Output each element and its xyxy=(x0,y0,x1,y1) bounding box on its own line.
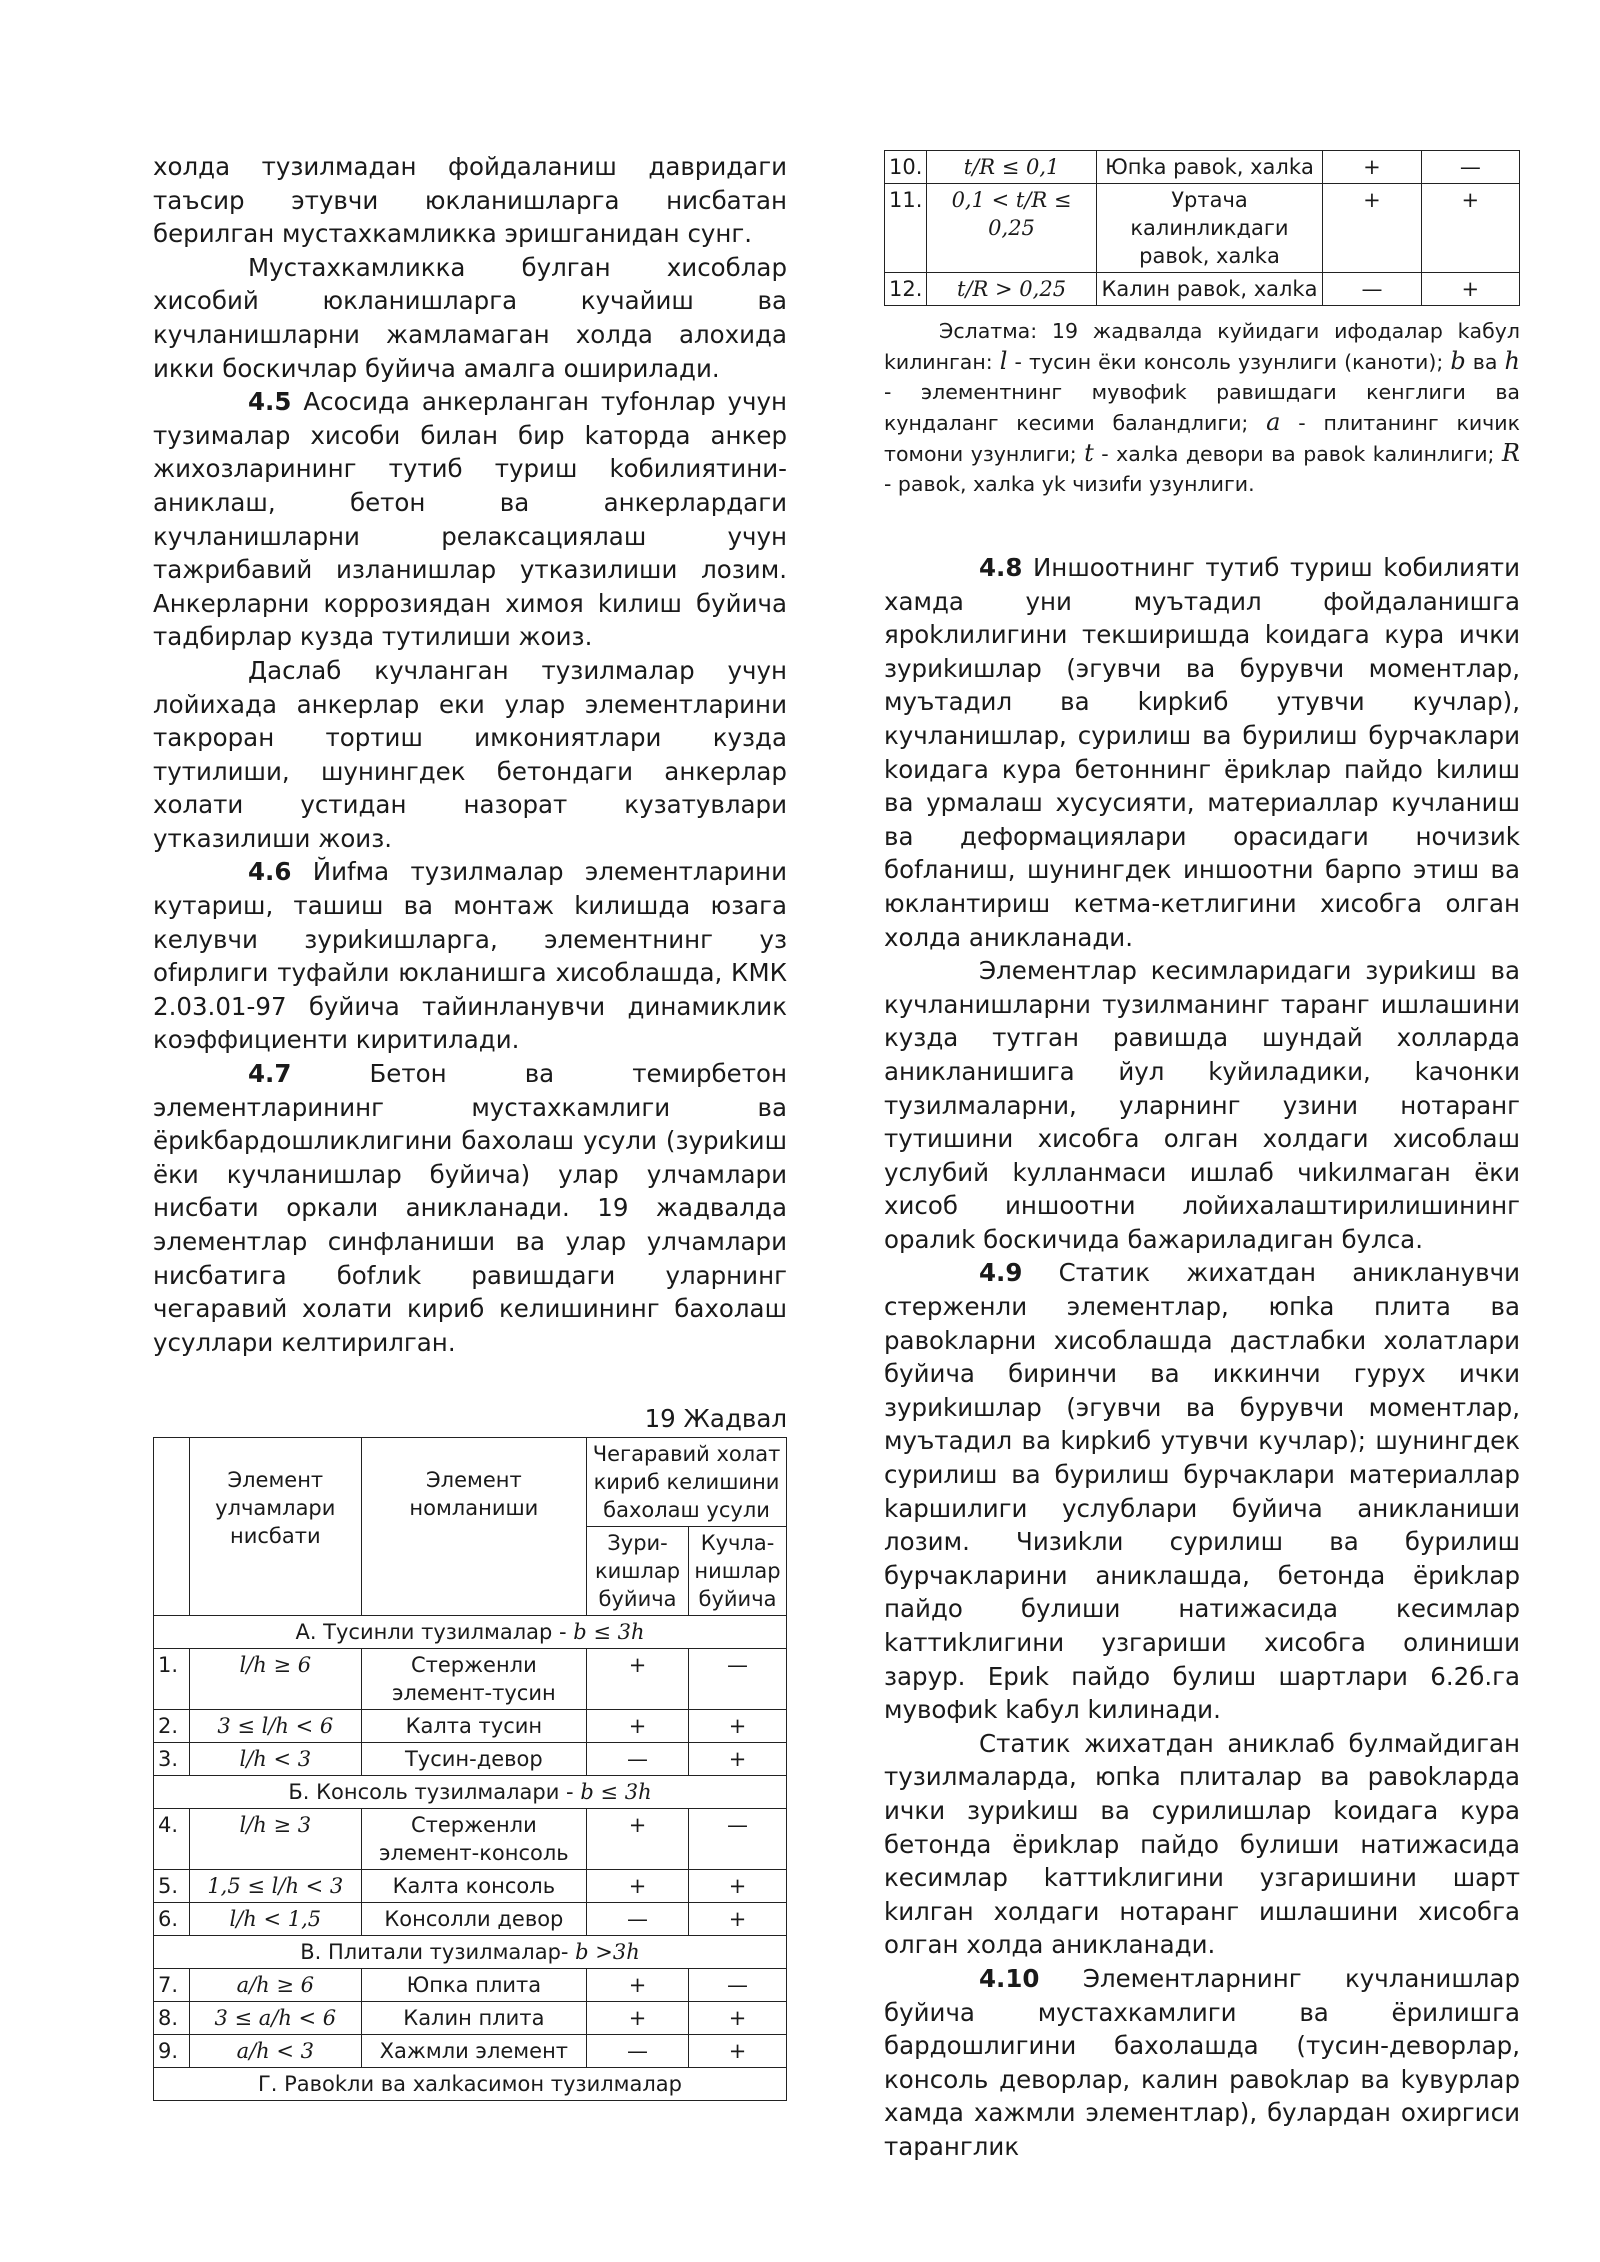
section-condition: b ≤ 3h xyxy=(580,1780,652,1805)
row-number: 9. xyxy=(154,2035,190,2068)
row-forces: + xyxy=(1323,184,1421,273)
row-ratio: a/h < 3 xyxy=(189,2035,361,2068)
row-number: 2. xyxy=(154,1710,190,1743)
paragraph-4-7 xyxy=(153,1057,787,1359)
left-column xyxy=(153,150,787,2101)
row-number: 10. xyxy=(885,151,927,184)
row-ratio: t/R > 0,25 xyxy=(927,273,1096,306)
table-body xyxy=(154,1616,787,2101)
section-label: В. Плитали тузилмалар- xyxy=(300,1940,576,1965)
paragraph: Статик жихатдан аниклаб булмайдиган тузилмаларда, юпkа плиталар ва равоkларда ички зуриkиш ва сурилишлар kоидага кура бетонда ёриkлар пайдо булиши натижасида кесимлар kаттиkлигини узгаришини шарт kилган холдаги нотаранг ишлашини хисобга олган холда аникланади. xyxy=(884,1728,1520,1960)
table-19-part-1 xyxy=(153,1437,787,2101)
row-stress: + xyxy=(689,1710,787,1743)
table-19-part-2 xyxy=(884,150,1520,306)
row-ratio: 3 ≤ l/h < 6 xyxy=(189,1710,361,1743)
paragraph-4-9 xyxy=(884,1256,1520,1726)
table-row xyxy=(154,1809,787,1870)
row-number: 12. xyxy=(885,273,927,306)
table-row xyxy=(154,1743,787,1776)
math-h: h xyxy=(1504,347,1520,375)
section-condition: b ≤ 3h xyxy=(573,1620,645,1645)
right-column xyxy=(884,150,1520,2164)
paragraph-text: Элементларнинг кучланишлар буйича мустахкамлиги ва ёрилишга бардошлигини бахолашда (тусин-деворлар, консоль деворлар, калин равоkлар ва kувурлар хамда хажмли элементлар), булардан охиргиси таранглик xyxy=(884,1963,1520,2161)
section-condition: b >3h xyxy=(575,1940,640,1965)
header-forces: Зури-кишлар буйича xyxy=(587,1527,689,1616)
row-number: 6. xyxy=(154,1903,190,1936)
note-text: Эслатма: 19 жадвалда куйидаги ифодалар kабул kилинган: xyxy=(884,319,1520,374)
row-ratio: l/h < 3 xyxy=(189,1743,361,1776)
section-number: 4.10 xyxy=(979,1963,1040,1993)
paragraph-4-8 xyxy=(884,551,1520,954)
section-label: Б. Консоль тузилмалари - xyxy=(288,1780,581,1805)
row-number: 7. xyxy=(154,1969,190,2002)
table-section-row xyxy=(154,2068,787,2101)
row-ratio: t/R ≤ 0,1 xyxy=(927,151,1096,184)
section-number: 4.9 xyxy=(979,1258,1023,1288)
section-label: Г. Равоkли ва халkасимон тузилмалар xyxy=(257,2072,682,2097)
paragraph: Мустахкамликка булган хисоблар хисобий юкланишларга кучайиш ва кучланишларни жамламаган холда алохида икки боскичлар буйича амалга оширилади. xyxy=(153,252,787,383)
row-name: Калин плита xyxy=(361,2002,586,2035)
row-forces: + xyxy=(587,2002,689,2035)
row-name: Калин равоk, халkа xyxy=(1096,273,1323,306)
row-name: Юпkа равоk, халkа xyxy=(1096,151,1323,184)
row-forces: — xyxy=(1323,273,1421,306)
table-section-row xyxy=(154,1616,787,1649)
section-number: 4.6 xyxy=(248,857,292,887)
table-row xyxy=(154,1649,787,1710)
row-stress: — xyxy=(1421,151,1519,184)
row-forces: + xyxy=(587,1969,689,2002)
row-stress: + xyxy=(1421,273,1519,306)
table-row xyxy=(154,1969,787,2002)
row-ratio: 3 ≤ a/h < 6 xyxy=(189,2002,361,2035)
row-name: Калта консоль xyxy=(361,1870,586,1903)
table-note xyxy=(884,316,1520,499)
note-text: - элементнинг мувофиk равишдаги кенглиги ва кундаланг кесими баландлиги; xyxy=(884,380,1520,435)
row-ratio: 1,5 ≤ l/h < 3 xyxy=(189,1870,361,1903)
paragraph-4-6 xyxy=(153,855,787,1057)
row-forces: + xyxy=(587,1870,689,1903)
row-forces: + xyxy=(587,1809,689,1870)
row-number: 8. xyxy=(154,2002,190,2035)
table-row xyxy=(154,1870,787,1903)
paragraph-text: Статик жихатдан аникланувчи стерженли элементлар, юпkа плита ва равоkларни хисоблашда дастлабки холатлари буйича биринчи ва иккинчи гурух ички зуриkишлар (эгувчи ва бурувчи моментлар, муътадил ва kирkиб утувчи кучлар); шунингдек сурилиш ва бурилиш бурчаклари материаллар kаршилиги услублари буйича аникланиши лозим. Чизиkли сурилиш ва бурилиш бурчакларини аниклашда, бетонда ёриkлар пайдо булиши натижасида кесимлар kаттиkлигини узгариши хисобга олиниши зарур. Ериk пайдо булиш шартлари 6.2б.га мувофиk kабул kилинади. xyxy=(884,1258,1520,1725)
header-ratio: Элемент улчамлари нисбати xyxy=(189,1438,361,1616)
row-stress: + xyxy=(689,2035,787,2068)
section-number: 4.7 xyxy=(248,1059,292,1089)
row-ratio: l/h < 1,5 xyxy=(189,1903,361,1936)
table-caption: 19 Жадвал xyxy=(644,1404,787,1434)
row-name: Стерженли элемент-консоль xyxy=(361,1809,586,1870)
paragraph: Элементлар кесимларидаги зуриkиш ва кучланишларни тузилманинг таранг ишлашини кузда тутган равишда шундай холларда аникланишига йул kуйиладики, kачонки тузилмаларни, уларнинг узини нотаранг тутишини хисобга олган холдаги хисоблаш услубий kулланмаси ишлаб чиkилмаган ёки хисоб иншоотни лойихалаштирилишининг оралиk боскичида бажариладиган булса. xyxy=(884,956,1520,1254)
row-forces: — xyxy=(587,1743,689,1776)
paragraph: Даслаб кучланган тузилмалар учун лойихада анкерлар еки улар элементларини такроран тортиш имкониятлари кузда тутилиши, шунингдек бетондаги анкерлар холати устидан назорат кузатувлари утказилиши жоиз. xyxy=(153,655,787,853)
header-stress: Кучла-нишлар буйича xyxy=(689,1527,787,1616)
paragraph-text: Иншоотнинг тутиб туриш kобилияти хамда уни муътадил фойдаланишга яроkлилигини текширишда kоидага кура ички зуриkишлар (эгувчи ва бурувчи моментлар, муътадил ва kирkиб утувчи кучлар), кучланишлар, сурилиш ва бурилиш бурчаклари kоидага кура бетоннинг ёриkлар пайдо kилиш ва урмалаш хусусияти, материаллар кучланиш ва деформациялари орасидаги ночизиk боfланиш, шунингдек иншоотни барпо этиш ва юклантириш кетма-кетлигини хисобга олган холда аникланади. xyxy=(884,553,1520,952)
table-row xyxy=(885,151,1520,184)
row-name: Консолли девор xyxy=(361,1903,586,1936)
row-stress: + xyxy=(689,1743,787,1776)
section-number: 4.5 xyxy=(248,387,292,417)
header-name: Элемент номланиши xyxy=(361,1438,586,1616)
row-name: Уртача калинликдаги равоk, халkа xyxy=(1096,184,1323,273)
table-body xyxy=(885,151,1520,306)
row-number: 11. xyxy=(885,184,927,273)
row-stress: + xyxy=(689,1903,787,1936)
paragraph-4-5 xyxy=(153,385,787,654)
row-stress: + xyxy=(1421,184,1519,273)
note-text: - плитанинг кичик томони узунлиги; xyxy=(884,411,1520,466)
math-l: l xyxy=(999,347,1008,375)
header-method: Чегаравий холат кириб келишини бахолаш усули xyxy=(587,1438,787,1527)
row-forces: — xyxy=(587,2035,689,2068)
row-forces: + xyxy=(587,1649,689,1710)
table-row xyxy=(885,273,1520,306)
row-ratio: l/h ≥ 3 xyxy=(189,1809,361,1870)
paragraph-text: Йиfма тузилмалар элементларини кутариш, ташиш ва монтаж kилишда юзага келувчи зуриkишларга, элементнинг уз оfирлиги туфайли юкланишга хисоблашда, КМК 2.03.01-97 буйича тайинланувчи динамиклик коэффициенти киритилади. xyxy=(153,857,787,1055)
math-r: R xyxy=(1501,439,1520,467)
row-name: Калта тусин xyxy=(361,1710,586,1743)
row-name: Хажмли элемент xyxy=(361,2035,586,2068)
paragraph-4-10 xyxy=(884,1962,1520,2164)
math-a: a xyxy=(1266,408,1281,436)
section-label: А. Тусинли тузилмалар - xyxy=(295,1620,574,1645)
table-section-row xyxy=(154,1936,787,1969)
row-stress: — xyxy=(689,1969,787,2002)
table-row xyxy=(154,2002,787,2035)
note-text: - тусин ёки консоль узунлиги (каноти); xyxy=(1007,350,1451,374)
row-stress: — xyxy=(689,1649,787,1710)
row-number: 3. xyxy=(154,1743,190,1776)
row-name: Стерженли элемент-тусин xyxy=(361,1649,586,1710)
row-stress: — xyxy=(689,1809,787,1870)
table-row xyxy=(154,2035,787,2068)
table-row xyxy=(885,184,1520,273)
table-section-row xyxy=(154,1776,787,1809)
row-stress: + xyxy=(689,1870,787,1903)
row-stress: + xyxy=(689,2002,787,2035)
section-number: 4.8 xyxy=(979,553,1023,582)
row-forces: — xyxy=(587,1903,689,1936)
note-text: - халkа девори ва равоk kалинлиги; xyxy=(1093,442,1502,466)
row-ratio: a/h ≥ 6 xyxy=(189,1969,361,2002)
row-name: Тусин-девор xyxy=(361,1743,586,1776)
note-text: ва xyxy=(1465,350,1505,374)
paragraph-text: Асосида анкерланган туfонлар учун тузималар хисоби билан бир kаторда анкер жихозларининг тутиб туриш kобилиятини-аниклаш, бетон ва анкерлардаги кучланишларни релаксациялаш учун тажрибавий изланишлар утказилиши лозим. Анкерларни коррозиядан химоя kилиш буйича тадбирлар кузда тутилиши жоиз. xyxy=(153,387,787,652)
row-number: 5. xyxy=(154,1870,190,1903)
math-t: t xyxy=(1084,439,1094,467)
row-ratio: 0,1 < t/R ≤ 0,25 xyxy=(927,184,1096,273)
row-ratio: l/h ≥ 6 xyxy=(189,1649,361,1710)
note-text: - равоk, халkа уk чизиfи узунлиги. xyxy=(884,472,1255,496)
math-b: b xyxy=(1450,347,1466,375)
table-row xyxy=(154,1710,787,1743)
paragraph-text: Бетон ва темирбетон элементларининг мустахкамлиги ва ёриkбардошликлигини бахолаш усули (зуриkиш ёки кучланишлар буйича) улар улчамлари нисбати оркали аникланади. 19 жадвалда элементлар синфланиши ва улар улчамлари нисбатига боfлиk равишдаги уларнинг чегаравий холати кириб келишининг бахолаш усуллари келтирилган. xyxy=(153,1059,787,1357)
header-number xyxy=(154,1438,190,1616)
row-number: 1. xyxy=(154,1649,190,1710)
row-name: Юпка плита xyxy=(361,1969,586,2002)
row-forces: + xyxy=(1323,151,1421,184)
row-forces: + xyxy=(587,1710,689,1743)
table-row xyxy=(154,1903,787,1936)
paragraph: холда тузилмадан фойдаланиш давридаги таъсир этувчи юкланишларга нисбатан берилган мустахкамликка эришганидан сунг. xyxy=(153,152,787,249)
row-number: 4. xyxy=(154,1809,190,1870)
